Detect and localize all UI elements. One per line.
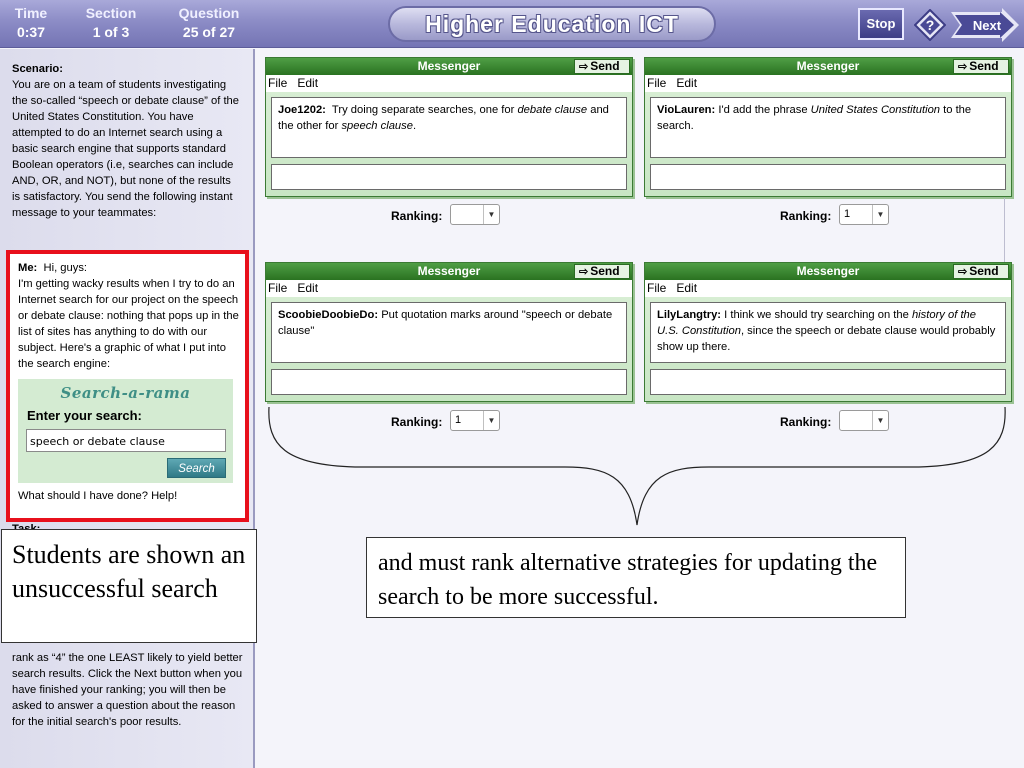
im-body: I'm getting wacky results when I try to do an Internet search for our project on the speech or debate clause: nothing that pops up in the list of sites has anything to do with our subject. Here's a graphic of what I put into the search engine: (18, 278, 239, 370)
section-indicator (78, 5, 144, 40)
ranking-label: Ranking: (391, 209, 443, 223)
message-text (650, 302, 1006, 363)
message-part: Put quotation marks around "speech or debate clause" (278, 309, 613, 337)
message-part: history of the U.S. Constitution (657, 309, 977, 337)
messenger-title: Messenger (266, 58, 632, 75)
instant-message-highlight (6, 250, 249, 522)
divider-line (1004, 198, 1005, 268)
messenger-window-violauren (644, 57, 1012, 197)
message-part: , since the speech or debate clause would probably show up there. (657, 325, 996, 353)
send-label: Send (969, 59, 999, 73)
help-icon (914, 9, 946, 41)
send-label: Send (590, 59, 620, 73)
app-title: Higher Education ICT (388, 6, 716, 42)
im-sender: Me: (18, 262, 38, 274)
send-arrow-icon: ⇨ (958, 61, 968, 73)
message-entry-field[interactable] (650, 164, 1006, 190)
task-text: rank as “4” the one LEAST likely to yield better search results. Click the Next button when you have finished your ranking; you will then be asked to answer a question about the reason for the initial search's poor results. (12, 652, 243, 728)
message-part: and the other for (278, 104, 609, 132)
send-button[interactable] (953, 59, 1009, 74)
messenger-menu (645, 75, 1011, 92)
send-arrow-icon: ⇨ (958, 266, 968, 278)
message-part: I think we should try searching on the (724, 309, 912, 321)
search-button: Search (167, 458, 226, 478)
send-button[interactable] (574, 59, 630, 74)
message-sender: VioLauren: (657, 104, 716, 116)
messenger-menu (266, 280, 632, 297)
message-entry-field[interactable] (650, 369, 1006, 395)
scenario-text-block (12, 61, 242, 221)
next-label: Next (972, 18, 1002, 33)
menu-edit[interactable]: Edit (297, 76, 319, 90)
dropdown-arrow-icon: ▼ (872, 205, 888, 224)
send-label: Send (969, 264, 999, 278)
grouping-brace (265, 405, 1010, 530)
message-text (650, 97, 1006, 158)
stop-button[interactable]: Stop (858, 8, 904, 40)
dropdown-arrow-icon: ▼ (483, 205, 499, 224)
time-indicator (8, 5, 54, 40)
message-part: Try doing separate searches, one for (331, 104, 518, 116)
message-part: I'd add the phrase (718, 104, 811, 116)
question-value: 25 of 27 (182, 24, 236, 40)
menu-edit[interactable]: Edit (676, 76, 698, 90)
message-text (271, 97, 627, 158)
dropdown-arrow-icon: ▼ (872, 411, 888, 430)
messenger-window-joe (265, 57, 633, 197)
messenger-window-lilylangtry (644, 262, 1012, 402)
message-entry-field[interactable] (271, 164, 627, 190)
scenario-text: You are on a team of students investigating the so-called “speech or debate clause” of the United States Constitution. You have attempted to do an Internet search using a basic search engine that supports standard Boolean operators (i.e, searches can include AND, OR, and NOT), but none of the results is satisfactory. You send the following instant message to your teammates: (12, 79, 239, 219)
ranking-value: 1 (455, 414, 462, 426)
send-label: Send (590, 264, 620, 278)
menu-file[interactable]: File (268, 281, 288, 295)
scenario-heading: Scenario: (12, 63, 63, 75)
message-text (271, 302, 627, 363)
messenger-window-scoobiedoobiedo (265, 262, 633, 402)
callout-rank-strategies: and must rank alternative strategies for updating the search to be more successful. (366, 537, 906, 618)
messenger-menu (266, 75, 632, 92)
question-label: Question (178, 5, 240, 21)
ranking-select-violauren[interactable] (839, 204, 889, 225)
message-part: to the search. (657, 104, 972, 132)
messenger-title: Messenger (645, 58, 1011, 75)
ranking-label: Ranking: (780, 415, 832, 429)
time-label: Time (14, 5, 48, 21)
message-part: speech clause (341, 120, 413, 132)
message-part: . (412, 120, 417, 132)
search-engine-graphic (18, 379, 233, 483)
messenger-menu (645, 280, 1011, 297)
im-greeting: Hi, guys: (43, 262, 88, 274)
send-arrow-icon: ⇨ (579, 61, 589, 73)
message-sender: LilyLangtry: (657, 309, 722, 321)
message-part: United States Constitution (810, 104, 941, 116)
menu-file[interactable]: File (647, 281, 667, 295)
ranking-select-joe[interactable] (450, 204, 500, 225)
question-indicator (170, 5, 248, 40)
send-arrow-icon: ⇨ (579, 266, 589, 278)
message-entry-field[interactable] (271, 369, 627, 395)
messenger-title: Messenger (645, 263, 1011, 280)
search-prompt: Enter your search: (27, 408, 142, 423)
next-arrow-icon (950, 8, 1020, 42)
ranking-value: 1 (844, 208, 851, 220)
help-button[interactable] (914, 9, 946, 41)
scenario-panel (0, 49, 255, 768)
dropdown-arrow-icon: ▼ (483, 411, 499, 430)
menu-edit[interactable]: Edit (676, 281, 698, 295)
message-sender: ScoobieDoobieDo: (278, 309, 379, 321)
send-button[interactable] (953, 264, 1009, 279)
ranking-label: Ranking: (780, 209, 832, 223)
section-value: 1 of 3 (92, 24, 130, 40)
search-query-field: speech or debate clause (26, 429, 226, 452)
section-label: Section (85, 5, 137, 21)
callout-unsuccessful-search: Students are shown an unsuccessful search (1, 529, 257, 643)
menu-edit[interactable]: Edit (297, 281, 319, 295)
im-help-text: What should I have done? Help! (18, 490, 178, 502)
send-button[interactable] (574, 264, 630, 279)
help-label: ? (925, 17, 935, 33)
search-engine-logo: Search-a-rama (60, 384, 191, 402)
ranking-label: Ranking: (391, 415, 443, 429)
top-bar (0, 0, 1024, 48)
menu-file[interactable]: File (647, 76, 667, 90)
message-part: debate clause (517, 104, 588, 116)
menu-file[interactable]: File (268, 76, 288, 90)
messenger-title: Messenger (266, 263, 632, 280)
time-value: 0:37 (16, 24, 46, 40)
message-sender: Joe1202: (278, 104, 326, 116)
next-button[interactable] (950, 8, 1020, 42)
